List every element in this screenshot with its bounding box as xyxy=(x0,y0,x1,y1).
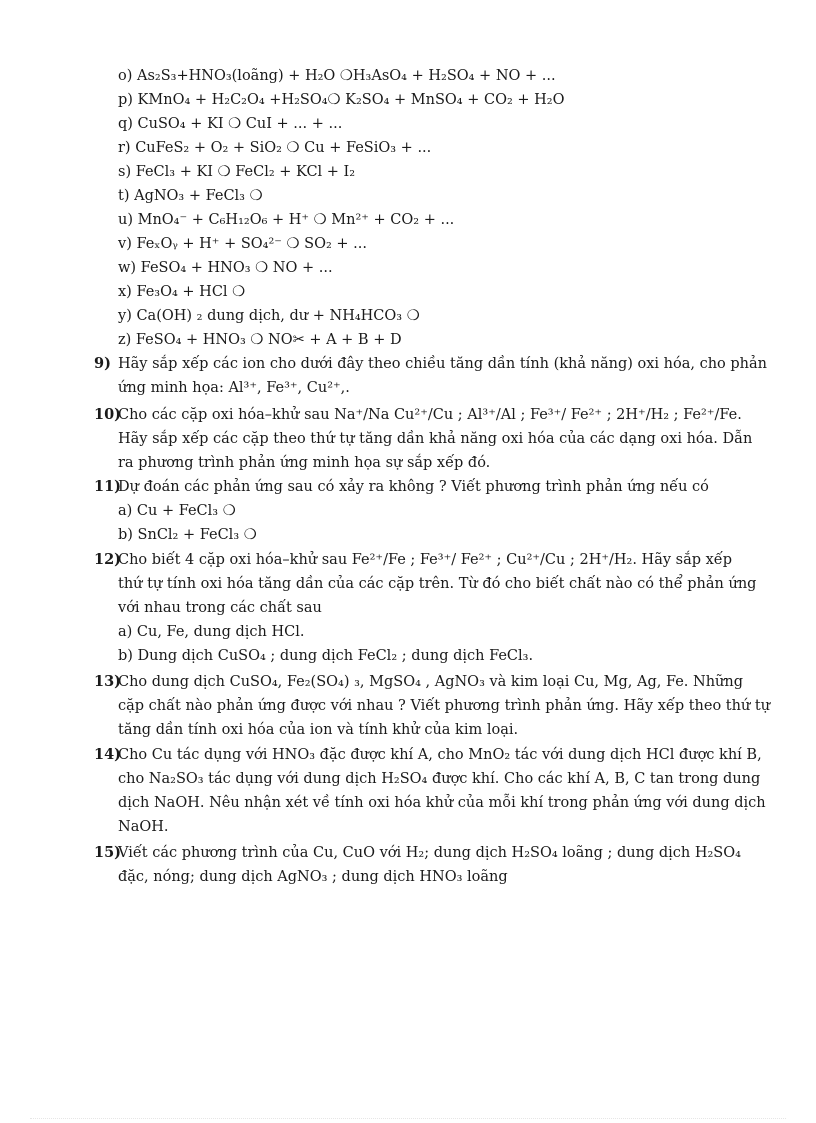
question-9-number: 9) xyxy=(94,355,111,372)
question-10-number: 10) xyxy=(94,406,122,423)
reaction-r: r) CuFeS₂ + O₂ + SiO₂ ❍ Cu + FeSiO₃ + ... xyxy=(118,140,432,156)
question-14-line-2: cho Na₂SO₃ tác dụng với dung dịch H₂SO₄ được khí. Cho các khí A, B, C tan trong dung xyxy=(118,771,761,787)
question-15-number: 15) xyxy=(94,844,122,861)
question-10-line-2: Hãy sắp xếp các cặp theo thứ tự tăng dần khả năng oxi hóa của các dạng oxi hóa. Dẫn xyxy=(118,431,753,447)
reaction-p: p) KMnO₄ + H₂C₂O₄ +H₂SO₄❍ K₂SO₄ + MnSO₄ + CO₂ + H₂O xyxy=(118,92,565,108)
question-13-line-3: tăng dần tính oxi hóa của ion và tính khử của kim loại. xyxy=(118,722,519,738)
question-12-line-3: với nhau trong các chất sau xyxy=(118,600,322,616)
question-14-line-4: NaOH. xyxy=(118,819,169,835)
question-11-item-b: b) SnCl₂ + FeCl₃ ❍ xyxy=(118,527,257,543)
question-14-line-1: Cho Cu tác dụng với HNO₃ đặc được khí A, cho MnO₂ tác với dung dịch HCl được khí B, xyxy=(118,747,762,763)
reaction-u: u) MnO₄⁻ + C₆H₁₂O₆ + H⁺ ❍ Mn²⁺ + CO₂ + ... xyxy=(118,212,455,228)
question-10-line-1: Cho các cặp oxi hóa–khử sau Na⁺/Na Cu²⁺/Cu ; Al³⁺/Al ; Fe³⁺/ Fe²⁺ ; 2H⁺/H₂ ; Fe²⁺/Fe. xyxy=(118,407,742,423)
question-11-item-a: a) Cu + FeCl₃ ❍ xyxy=(118,503,236,519)
question-9-line-2: ứng minh họa: Al³⁺, Fe³⁺, Cu²⁺,. xyxy=(118,380,350,396)
reaction-y: y) Ca(OH) ₂ dung dịch, dư + NH₄HCO₃ ❍ xyxy=(118,308,420,324)
question-15-line-2: đặc, nóng; dung dịch AgNO₃ ; dung dịch HNO₃ loãng xyxy=(118,869,508,885)
reaction-t: t) AgNO₃ + FeCl₃ ❍ xyxy=(118,188,263,204)
question-13-number: 13) xyxy=(94,673,122,690)
question-12-item-a: a) Cu, Fe, dung dịch HCl. xyxy=(118,624,305,640)
question-9-line-1: Hãy sắp xếp các ion cho dưới đây theo chiều tăng dần tính (khả năng) oxi hóa, cho phản xyxy=(118,356,768,372)
reaction-x: x) Fe₃O₄ + HCl ❍ xyxy=(118,284,246,300)
question-12-item-b: b) Dung dịch CuSO₄ ; dung dịch FeCl₂ ; dung dịch FeCl₃. xyxy=(118,648,534,664)
question-12-line-2: thứ tự tính oxi hóa tăng dần của các cặp trên. Từ đó cho biết chất nào có thể phản ứng xyxy=(118,576,757,592)
question-11-number: 11) xyxy=(94,478,122,495)
question-12-number: 12) xyxy=(94,551,122,568)
reaction-z: z) FeSO₄ + HNO₃ ❍ NO✂ + A + B + D xyxy=(118,332,402,348)
reaction-s: s) FeCl₃ + KI ❍ FeCl₂ + KCl + I₂ xyxy=(118,164,356,180)
reaction-o: o) As₂S₃+HNO₃(loãng) + H₂O ❍H₃AsO₄ + H₂SO₄ + NO + ... xyxy=(118,68,556,84)
reaction-v: v) FeₓOᵧ + H⁺ + SO₄²⁻ ❍ SO₂ + ... xyxy=(118,236,367,252)
footer-divider xyxy=(30,1118,786,1119)
reaction-q: q) CuSO₄ + KI ❍ CuI + ... + ... xyxy=(118,116,343,132)
question-14-line-3: dịch NaOH. Nêu nhận xét về tính oxi hóa khử của mỗi khí trong phản ứng với dung dịch xyxy=(118,795,766,811)
question-10-line-3: ra phương trình phản ứng minh họa sự sắp xếp đó. xyxy=(118,455,491,471)
question-13-line-1: Cho dung dịch CuSO₄, Fe₂(SO₄) ₃, MgSO₄ , AgNO₃ và kim loại Cu, Mg, Ag, Fe. Những xyxy=(118,674,743,690)
question-13-line-2: cặp chất nào phản ứng được với nhau ? Viết phương trình phản ứng. Hãy xếp theo thứ tự xyxy=(118,698,771,714)
question-12-line-1: Cho biết 4 cặp oxi hóa–khử sau Fe²⁺/Fe ; Fe³⁺/ Fe²⁺ ; Cu²⁺/Cu ; 2H⁺/H₂. Hãy sắp xếp xyxy=(118,552,732,568)
question-11-line-1: Dự đoán các phản ứng sau có xảy ra không ? Viết phương trình phản ứng nếu có xyxy=(118,479,709,495)
question-15-line-1: Viết các phương trình của Cu, CuO với H₂; dung dịch H₂SO₄ loãng ; dung dịch H₂SO₄ xyxy=(118,845,741,861)
question-14-number: 14) xyxy=(94,746,122,763)
reaction-w: w) FeSO₄ + HNO₃ ❍ NO + ... xyxy=(118,260,333,276)
